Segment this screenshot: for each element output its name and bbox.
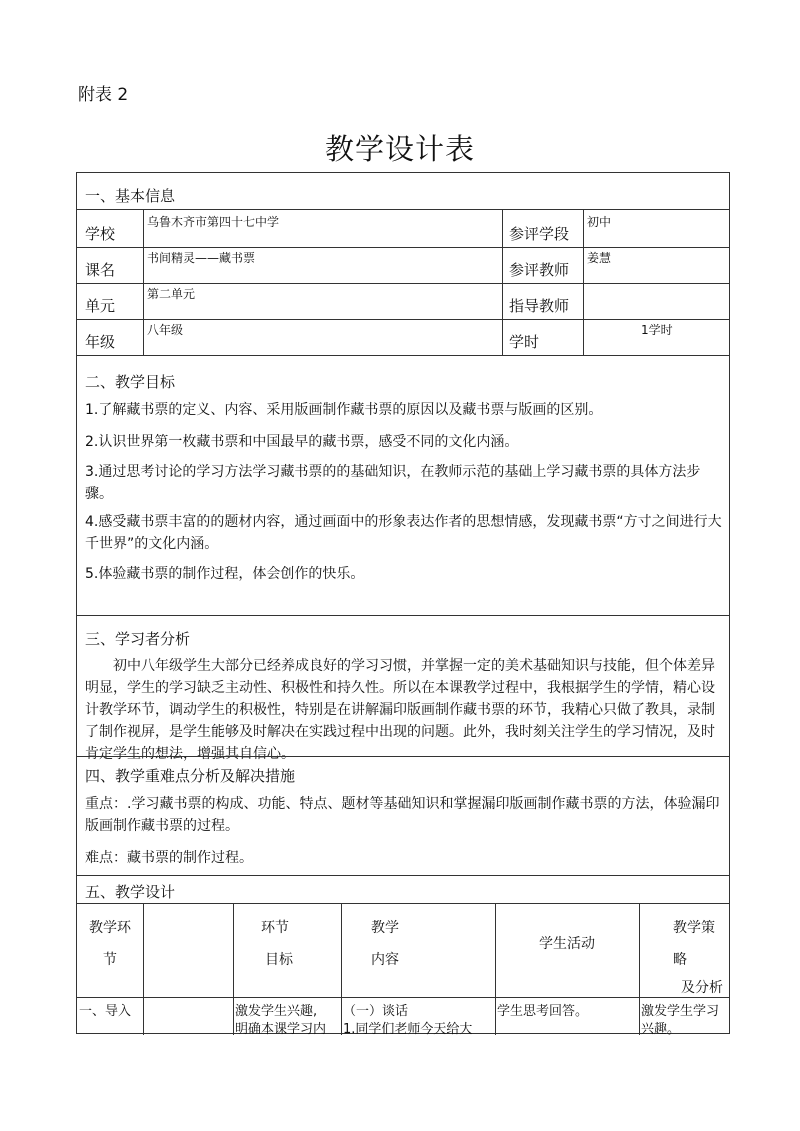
row1-content-line2: 1.同学们老师今天给大 xyxy=(343,1022,473,1037)
col-activity-header: 学生活动 xyxy=(539,936,595,952)
row1-goal-line2: 明确本课学习内 xyxy=(235,1022,327,1037)
unit-label: 单元 xyxy=(85,297,116,315)
section-objectives-heading: 二、教学目标 xyxy=(85,373,176,391)
section-keypoints-heading: 四、教学重难点分析及解决措施 xyxy=(85,767,296,785)
learner-analysis-text: 初中八年级学生大部分已经养成良好的学习习惯，并掌握一定的美术基础知识与技能，但个体差异明显，学生的学习缺乏主动性、积极性和持久性。所以在本课教学过程中，我根据学生的学情，精心设计教学环节，调动学生的积极性，特别是在讲解漏印版画制作藏书票的环节，我精心只做了教具，录制了制作视屏，是学生能够及时解决在实践过程中出现的问题。此外，我时刻关注学生的学习情况，及时肯定学生的想法，增强其自信心。 xyxy=(85,658,715,762)
objective-item-2: 2.认识世界第一枚藏书票和中国最早的藏书票，感受不同的文化内涵。 xyxy=(85,434,519,450)
lesson-value: 书间精灵——藏书票 xyxy=(147,251,256,265)
objective-item-3: 3.通过思考讨论的学习方法学习藏书票的的基础知识，在教师示范的基础上学习藏书票的具体方法步骤。 xyxy=(85,464,701,502)
col-goal-header-2: 目标 xyxy=(265,952,293,968)
col-stage-header-1: 教学环 xyxy=(89,920,131,936)
objective-item-1: 1.了解藏书票的定义、内容、采用版画制作藏书票的原因以及藏书票与版画的区别。 xyxy=(85,402,603,418)
lesson-label: 课名 xyxy=(85,261,116,279)
grade-label: 年级 xyxy=(85,333,116,351)
col-strategy-header-2: 略 xyxy=(673,952,687,968)
school-label: 学校 xyxy=(85,225,116,243)
appendix-label: 附表 2 xyxy=(78,85,129,105)
design-table xyxy=(76,172,730,1037)
hours-label: 学时 xyxy=(509,333,540,351)
col-strategy-header-1: 教学策 xyxy=(673,920,715,936)
teacher-label: 参评教师 xyxy=(509,261,570,279)
page-title: 教学设计表 xyxy=(324,132,475,166)
unit-value: 第二单元 xyxy=(147,287,196,301)
row1-activity: 学生思考回答。 xyxy=(497,1004,589,1019)
stage-value: 初中 xyxy=(587,215,612,229)
col-goal-header-1: 环节 xyxy=(261,920,289,936)
difficult-point-text: 难点：藏书票的制作过程。 xyxy=(85,850,253,866)
row1-content-line1: （一）谈话 xyxy=(343,1004,409,1019)
advisor-label: 指导教师 xyxy=(509,297,570,315)
section-basic-info-heading: 一、基本信息 xyxy=(85,187,176,205)
section-design-heading: 五、教学设计 xyxy=(85,883,176,901)
col-stage-header-2: 节 xyxy=(103,952,117,968)
grade-value: 八年级 xyxy=(147,323,184,337)
hours-value: 1学时 xyxy=(641,323,673,337)
row1-strategy-line2: 兴趣。 xyxy=(641,1022,681,1037)
row1-stage: 一、导入 xyxy=(79,1004,132,1019)
school-value: 乌鲁木齐市第四十七中学 xyxy=(147,215,280,229)
teacher-value: 姜慧 xyxy=(587,251,612,265)
objective-item-5: 5.体验藏书票的制作过程，体会创作的快乐。 xyxy=(85,566,365,582)
col-content-header-2: 内容 xyxy=(371,952,399,968)
key-point-text: 重点：.学习藏书票的构成、功能、特点、题材等基础知识和掌握漏印版画制作藏书票的方法，体验漏印版画制作藏书票的过程。 xyxy=(85,796,720,834)
stage-label: 参评学段 xyxy=(509,225,570,243)
row1-strategy-line1: 激发学生学习 xyxy=(641,1004,720,1019)
col-content-header-1: 教学 xyxy=(371,920,399,936)
objective-item-4: 4.感受藏书票丰富的的题材内容，通过画面中的形象表达作者的思想情感，发现藏书票“方寸之间进行大千世界”的文化内涵。 xyxy=(85,514,722,552)
section-learner-heading: 三、学习者分析 xyxy=(85,630,191,648)
row1-goal-line1: 激发学生兴趣, xyxy=(235,1004,318,1019)
col-strategy-header-3: 及分析 xyxy=(681,980,723,996)
